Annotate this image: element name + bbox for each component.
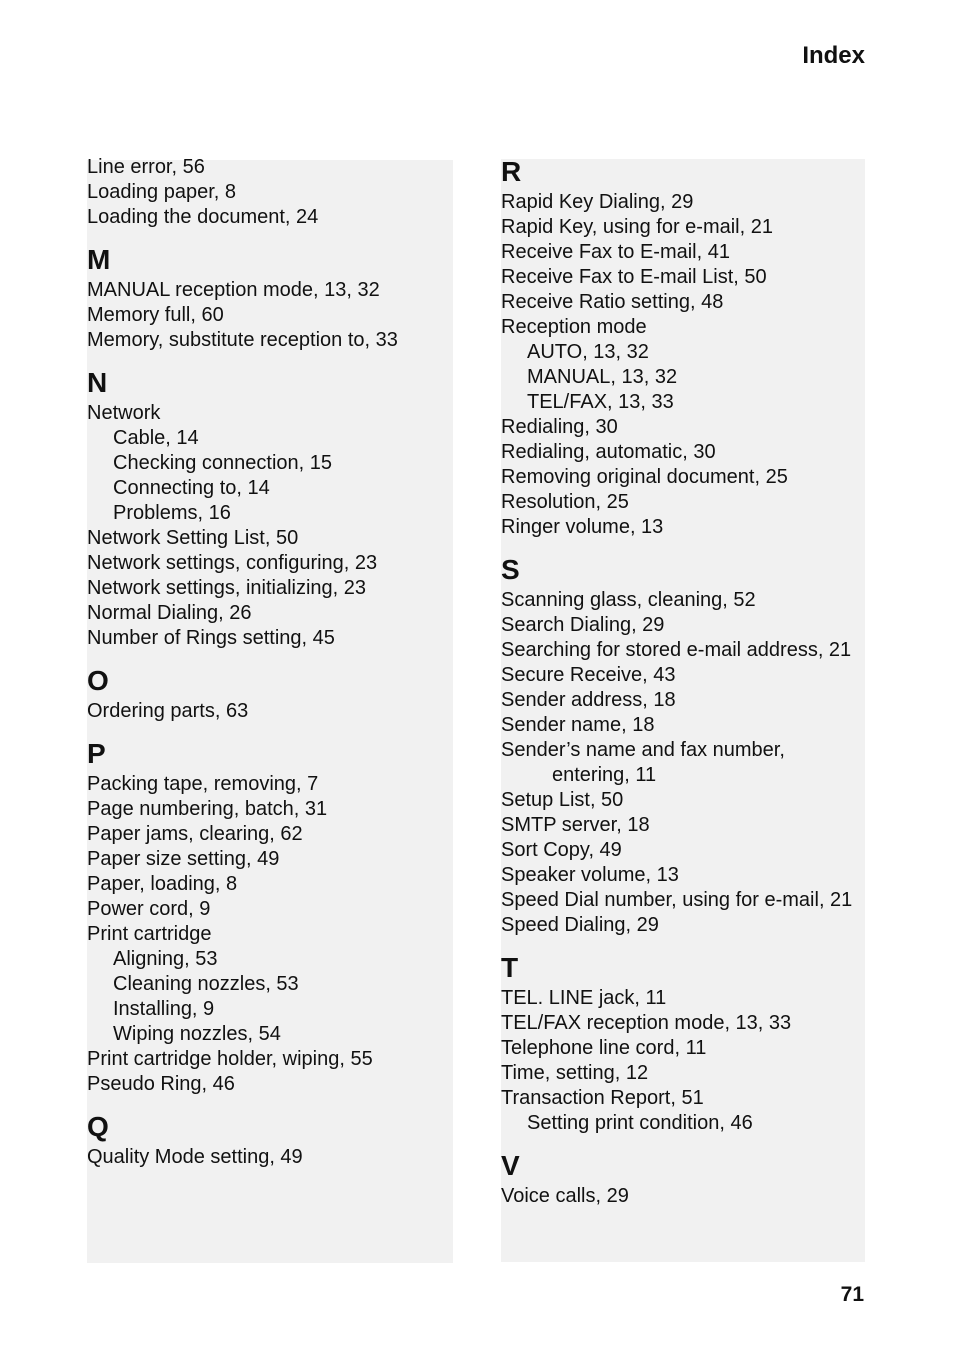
index-entry: Quality Mode setting, 49 bbox=[87, 1146, 303, 1168]
index-entry: Ringer volume, 13 bbox=[501, 516, 664, 538]
index-entry: Memory full, 60 bbox=[87, 304, 224, 326]
index-entry: Sender’s name and fax number, bbox=[501, 739, 785, 761]
index-entry: Sender address, 18 bbox=[501, 689, 676, 711]
index-entry: Loading the document, 24 bbox=[87, 206, 319, 228]
index-letter-heading: P bbox=[87, 738, 106, 769]
index-entry: Paper, loading, 8 bbox=[87, 873, 238, 895]
index-subentry: Connecting to, 14 bbox=[113, 477, 270, 499]
index-entry: Speed Dial number, using for e-mail, 21 bbox=[501, 889, 853, 911]
index-entry: Resolution, 25 bbox=[501, 491, 629, 513]
index-entry: Receive Fax to E-mail List, 50 bbox=[501, 266, 767, 288]
index-entry: Network bbox=[87, 402, 161, 424]
page-number: 71 bbox=[840, 1283, 864, 1306]
index-subentry: Aligning, 53 bbox=[113, 948, 218, 970]
index-entry: Packing tape, removing, 7 bbox=[87, 773, 319, 795]
index-entry: Memory, substitute reception to, 33 bbox=[87, 329, 398, 351]
index-entry: Network settings, initializing, 23 bbox=[87, 577, 367, 599]
index-subentry: Installing, 9 bbox=[113, 998, 215, 1020]
index-letter-heading: S bbox=[501, 554, 520, 585]
index-letter-heading: N bbox=[87, 367, 108, 398]
index-subentry: entering, 11 bbox=[552, 764, 657, 786]
index-subentry: Wiping nozzles, 54 bbox=[113, 1023, 281, 1045]
index-entry: Page numbering, batch, 31 bbox=[87, 798, 328, 820]
page-header-title: Index bbox=[802, 42, 865, 69]
index-letter-heading: O bbox=[87, 665, 109, 696]
index-column-left bbox=[87, 156, 453, 1263]
index-entry: TEL/FAX reception mode, 13, 33 bbox=[501, 1012, 792, 1034]
index-column-right-content bbox=[501, 154, 852, 1209]
index-entry: Voice calls, 29 bbox=[501, 1185, 629, 1207]
index-entry: Transaction Report, 51 bbox=[501, 1087, 704, 1109]
index-entry: Receive Ratio setting, 48 bbox=[501, 291, 724, 313]
index-subentry: Checking connection, 15 bbox=[113, 452, 333, 474]
index-entry: Line error, 56 bbox=[87, 156, 205, 178]
index-entry: Sort Copy, 49 bbox=[501, 839, 622, 861]
index-entry: Normal Dialing, 26 bbox=[87, 602, 252, 624]
index-letter-heading: V bbox=[501, 1150, 520, 1181]
index-subentry: Problems, 16 bbox=[113, 502, 231, 524]
index-subentry: MANUAL, 13, 32 bbox=[527, 366, 678, 388]
index-entry: Receive Fax to E-mail, 41 bbox=[501, 241, 730, 263]
index-entry: Paper jams, clearing, 62 bbox=[87, 823, 303, 845]
index-entry: Speaker volume, 13 bbox=[501, 864, 679, 886]
index-entry: Rapid Key, using for e-mail, 21 bbox=[501, 216, 773, 238]
section-gap bbox=[501, 1136, 852, 1148]
index-entry: Reception mode bbox=[501, 316, 647, 338]
index-entry: Paper size setting, 49 bbox=[87, 848, 280, 870]
index-entry: Ordering parts, 63 bbox=[87, 700, 249, 722]
index-entry: Power cord, 9 bbox=[87, 898, 211, 920]
index-subentry: Cable, 14 bbox=[113, 427, 199, 449]
index-subentry: Setting print condition, 46 bbox=[527, 1112, 753, 1134]
section-gap bbox=[501, 540, 852, 552]
index-entry: Network Setting List, 50 bbox=[87, 527, 299, 549]
index-entry: Search Dialing, 29 bbox=[501, 614, 665, 636]
section-gap bbox=[87, 353, 398, 365]
index-entry: Print cartridge bbox=[87, 923, 212, 945]
index-letter-heading: Q bbox=[87, 1111, 109, 1142]
index-entry: Network settings, configuring, 23 bbox=[87, 552, 378, 574]
index-subentry: TEL/FAX, 13, 33 bbox=[527, 391, 674, 413]
index-entry: TEL. LINE jack, 11 bbox=[501, 987, 667, 1009]
index-entry: Loading paper, 8 bbox=[87, 181, 237, 203]
index-subentry: Cleaning nozzles, 53 bbox=[113, 973, 299, 995]
index-entry: Redialing, 30 bbox=[501, 416, 618, 438]
index-letter-heading: M bbox=[87, 244, 111, 275]
index-entry: Sender name, 18 bbox=[501, 714, 655, 736]
section-gap bbox=[87, 230, 398, 242]
section-gap bbox=[87, 651, 398, 663]
index-entry: Time, setting, 12 bbox=[501, 1062, 649, 1084]
index-entry: Scanning glass, cleaning, 52 bbox=[501, 589, 756, 611]
index-letter-heading: R bbox=[501, 156, 522, 187]
section-gap bbox=[87, 1097, 398, 1109]
index-entry: Redialing, automatic, 30 bbox=[501, 441, 716, 463]
index-entry: Telephone line cord, 11 bbox=[501, 1037, 707, 1059]
index-entry: Rapid Key Dialing, 29 bbox=[501, 191, 694, 213]
index-entry: SMTP server, 18 bbox=[501, 814, 650, 836]
index-letter-heading: T bbox=[501, 952, 519, 983]
section-gap bbox=[87, 724, 398, 736]
section-gap bbox=[501, 938, 852, 950]
index-entry: Searching for stored e-mail address, 21 bbox=[501, 639, 852, 661]
index-entry: Print cartridge holder, wiping, 55 bbox=[87, 1048, 373, 1070]
index-column-left-content bbox=[87, 155, 398, 1170]
index-entry: MANUAL reception mode, 13, 32 bbox=[87, 279, 380, 301]
index-entry: Setup List, 50 bbox=[501, 789, 624, 811]
index-entry: Speed Dialing, 29 bbox=[501, 914, 659, 936]
index-entry: Secure Receive, 43 bbox=[501, 664, 676, 686]
index-entry: Removing original document, 25 bbox=[501, 466, 788, 488]
index-column-right bbox=[501, 156, 865, 1262]
index-entry: Number of Rings setting, 45 bbox=[87, 627, 335, 649]
index-subentry: AUTO, 13, 32 bbox=[527, 341, 649, 363]
index-entry: Pseudo Ring, 46 bbox=[87, 1073, 235, 1095]
